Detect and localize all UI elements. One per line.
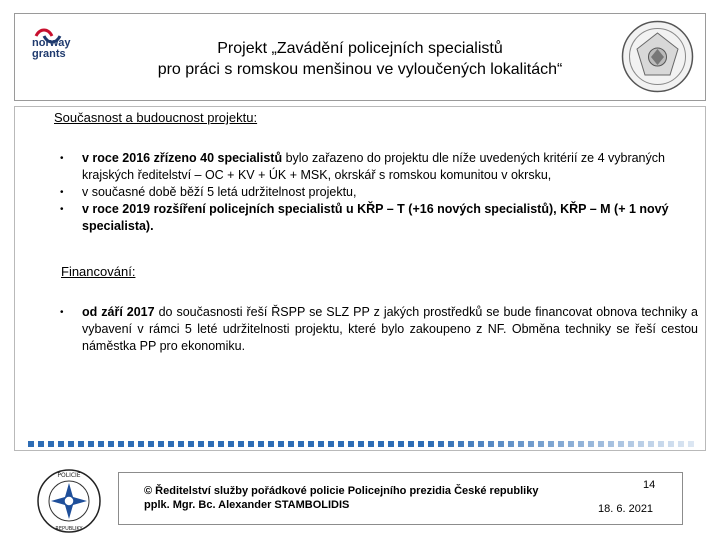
list-item: [60, 184, 690, 201]
logo-line-1: norway: [32, 37, 71, 49]
footer-credit: [144, 484, 538, 512]
list-item-text: bylo zařazeno do projektu dle níže uvedených kritérií ze 4 vybraných krajských ředitelství – OC + KV + ÚK + MSK, okrskář s romskou komunitou v okrsku,: [82, 151, 665, 182]
norway-grants-logo-text: [32, 38, 71, 60]
svg-text:POLICIE: POLICIE: [57, 472, 81, 479]
list-item-bold: v roce 2016 zřízeno 40 specialistů: [82, 151, 283, 165]
section-heading-financing: Financování:: [61, 264, 136, 279]
list-item-bold: v roce 2019 rozšíření policejních specialistů u KŘP – T (+16 nových specialistů), KŘP – M (+ 1 nový specialista).: [82, 202, 669, 233]
list-item: [60, 150, 690, 184]
section-heading-current: Současnost a budoucnost projektu:: [54, 110, 258, 125]
decorative-dash-bar: [28, 440, 698, 448]
list-item: [60, 201, 690, 235]
footer-date: 18. 6. 2021: [598, 503, 654, 515]
list-item: [60, 304, 698, 355]
svg-text:REPUBLIKY: REPUBLIKY: [55, 526, 83, 532]
list-item-text: v současné době běží 5 letá udržitelnost projektu,: [82, 185, 357, 199]
title-line-2: pro práci s romskou menšinou ve vyloučených lokalitách“: [157, 61, 563, 78]
ministry-seal-icon: [620, 19, 695, 94]
page-number: 14: [643, 479, 656, 491]
police-cr-logo-icon: [36, 468, 102, 534]
financing-list: [60, 304, 698, 355]
logo-line-2: grants: [32, 48, 66, 60]
title-line-1: Projekt „Zavádění policejních specialistů: [217, 40, 503, 57]
footer-line-2: pplk. Mgr. Bc. Alexander STAMBOLIDIS: [144, 499, 350, 511]
current-state-list: [60, 150, 690, 235]
page-title: [110, 38, 610, 80]
footer-line-1: © Ředitelství služby pořádkové policie Policejního prezidia České republiky: [144, 485, 539, 497]
list-item-text: do současnosti řeší ŘSPP se SLZ PP z jakých prostředků se bude financovat obnova techniky a vybavení v rámci 5 leté udržitelnosti projektu, které bylo zakoupeno z NF. Obměna techniky se řeší cestou náměstka PP pro ekonomiku.: [82, 305, 698, 353]
list-item-bold: od září 2017: [82, 305, 155, 319]
